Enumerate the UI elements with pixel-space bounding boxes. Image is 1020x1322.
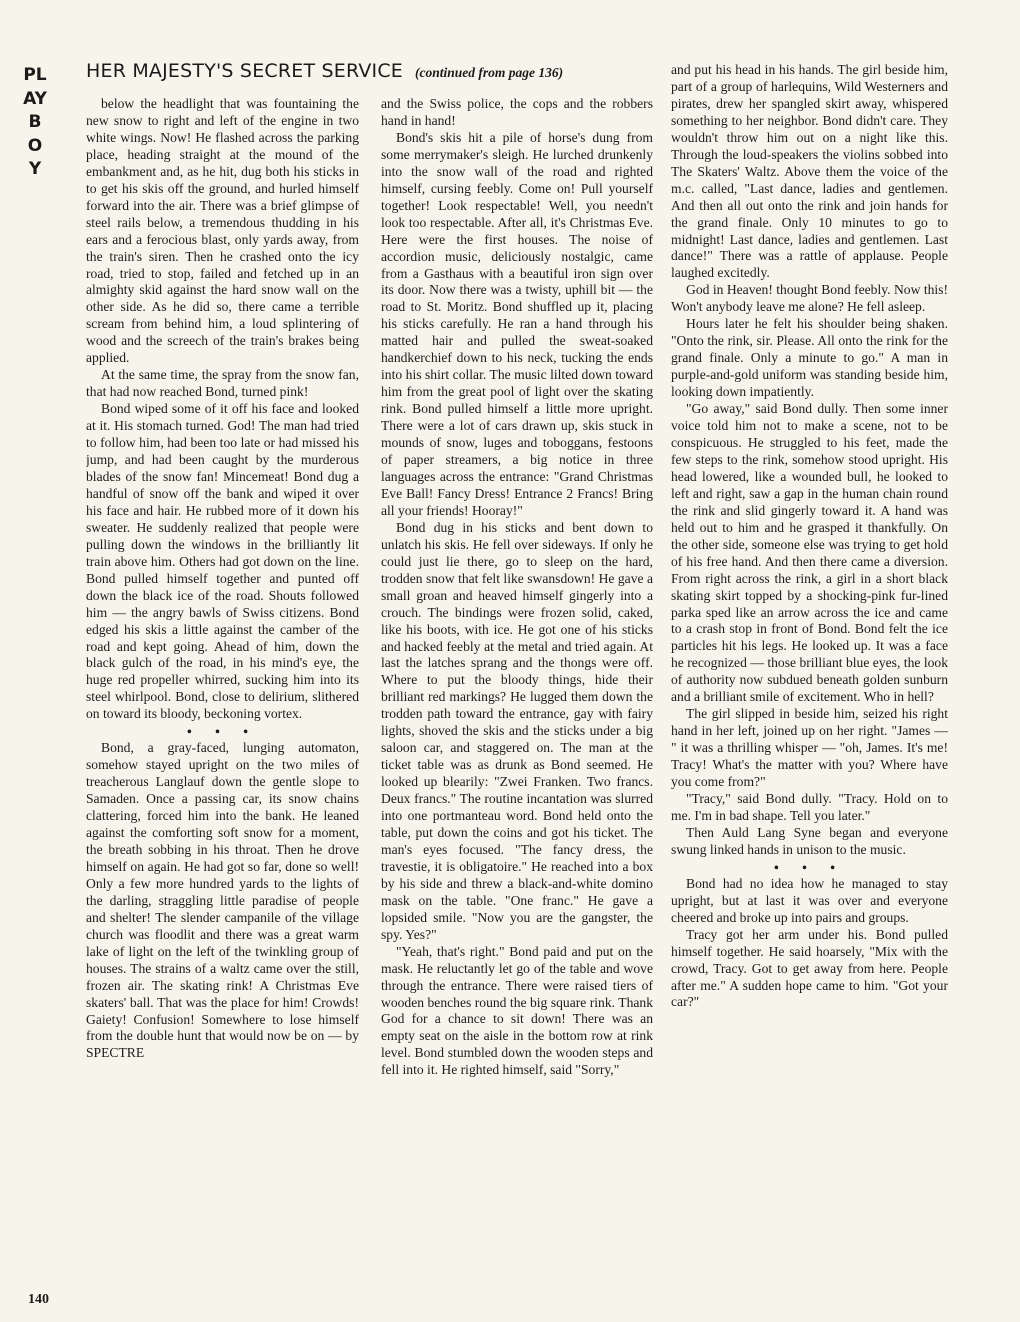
paragraph: Bond wiped some of it off his face and looked at it. His stomach turned. God! The man had tried to follow him, had been too late or had missed his jump, and had been caught by the murderous blades of the snow fan! Mincemeat! Bond dug a handful of snow off the bank and wiped it over his face and hair. He rubbed more of it down his sweater. He suddenly realized that people were pulling down the windows in the brilliantly lit train above him. Others had got down on the line. Bond pulled himself together and punted off down the black ice of the road. Shouts followed him — the angry bawls of Swiss citizens. Bond edged his skis a little against the camber of the road and kept going. Ahead of him, down the black gulch of the road, in his mind's eye, the huge red propeller whirred, sucking him into its steel whirlpool. Bond, close to delirium, slithered on toward its bloody, beckoning vortex. bbox=[86, 401, 359, 722]
paragraph: At the same time, the spray from the snow fan, that had now reached Bond, turned pink! bbox=[86, 367, 359, 400]
paragraph: Bond had no idea how he managed to stay upright, but at last it was over and everyone cheered and broke up into pairs and groups. bbox=[671, 875, 948, 925]
paragraph: The girl slipped in beside him, seized his right hand in her left, joined up on her right. "James — " it was a thrilling whisper — "oh, James. It's me! Tracy! What's the matter with you? Where have you come from?" bbox=[671, 706, 948, 790]
section-separator: • • • bbox=[773, 859, 846, 875]
article-title: HER MAJESTY'S SECRET SERVICE bbox=[86, 60, 404, 82]
page-number: 140 bbox=[28, 1292, 49, 1307]
paragraph: and put his head in his hands. The girl beside him, part of a group of harlequins, Wild Westerners and pirates, drew her spangled skirt away, whispered something to her neighbor. Bond didn't care. They wouldn't throw him out on a night like this. Through the loud-speakers the violins sobbed into The Skaters' Waltz. Above them the voice of the m.c. called, "Last dance, ladies and gentlemen. And then all out onto the rink and join hands for the grand finale. Only 10 minutes to go to midnight! Last dance, ladies and gentlemen. Last dance!" There was a rattle of applause. People laughed excitedly. bbox=[671, 62, 948, 281]
magazine-name: PLAYBOY bbox=[23, 65, 47, 179]
paragraph: Tracy got her arm under his. Bond pulled himself together. He said hoarsely, "Mix with the crowd, Tracy. Got to get away from here. People after me." A sudden hope came to him. "Got your car?" bbox=[671, 926, 948, 1010]
paragraph: Bond, a gray-faced, lunging automaton, somehow stayed upright on the two miles of treacherous Langlauf down the gentle slope to Samaden. Once a passing car, its snow chains clattering, forced him into the bank. He leaned against the comforting soft snow for a moment, the breath sobbing in his throat. Then he drove himself on again. He had got so far, done so well! Only a few more hundred yards to the lights of the darling, straggling little paradise of people and shelter! The slender campanile of the village church was floodlit and there was a great warm lake of light on the left of the twinkling group of houses. The strains of a waltz came over the still, frozen air. The skating rink! A Christmas Eve skaters' ball. That was the place for him! Crowds! Gaiety! Confusion! Somewhere to lose himself from the double hunt that would now be on — by SPECTRE bbox=[86, 740, 359, 1061]
paragraph: Hours later he felt his shoulder being shaken. "Onto the rink, sir. Please. All onto the rink for the grand finale. Only a minute to go." A man in purple-and-gold uniform was standing beside him, looking down impatiently. bbox=[671, 316, 948, 400]
text-column-2 bbox=[381, 96, 653, 1322]
paragraph: "Tracy," said Bond dully. "Tracy. Hold on to me. I'm in bad shape. Tell you later." bbox=[671, 790, 948, 823]
paragraph: God in Heaven! thought Bond feebly. Now this! Won't anybody leave me alone? He fell asleep. bbox=[671, 282, 948, 315]
paragraph: Bond's skis hit a pile of horse's dung from some merrymaker's sleigh. He lurched drunkenly into the snow wall of the road and righted himself, cursing feebly. Come on! Pull yourself together! Look respectable! Well, you needn't look too respectable. After all, it's Christmas Eve. Here were the first houses. The noise of accordion music, deliciously nostalgic, came from a Gasthaus with a beautiful iron sign over its door. Now there was a twisty, uphill bit — the road to St. Moritz. Bond shuffled up it, placing his sticks carefully. He ran a hand through his matted hair and pulled the sweat-soaked handkerchief down to his neck, tucking the ends into his shirt collar. The music lilted down toward him from the great pool of light over the skating rink. Bond pulled himself a little more upright. There were a lot of cars drawn up, skis stuck in mounds of snow, luges and toboggans, festoons of paper streamers, a big notice in three languages across the entrance: "Grand Christmas Eve Ball! Fancy Dress! Entrance 2 Francs! Bring all your friends! Hooray!" bbox=[381, 129, 653, 518]
continued-note: (continued from page 136) bbox=[415, 65, 564, 80]
section-separator: • • • bbox=[186, 724, 259, 740]
paragraph: and the Swiss police, the cops and the robbers hand in hand! bbox=[381, 96, 653, 128]
paragraph: Then Auld Lang Syne began and everyone swung linked hands in unison to the music. bbox=[671, 824, 948, 857]
article-header bbox=[86, 60, 666, 90]
paragraph: Bond dug in his sticks and bent down to unlatch his skis. He fell over sideways. If only he could just lie there, go to sleep on the hard, trodden snow that felt like swansdown! He gave a small groan and heaved himself gingerly into a crouch. The bindings were frozen solid, caked, like his boots, with ice. He got one of his sticks and hacked feebly at the metal and tried again. At last the latches sprang and the thongs were off. Where to put the bloody things, hide their brilliant red markings? He lugged them down the trodden path toward the entrance, gay with fairy lights, shoved the skis and the sticks under a big saloon car, and staggered on. The man at the ticket table was as drunk as Bond seemed. He looked up blearily: "Zwei Franken. Two francs. Deux francs." The routine incantation was slurred into one portmanteau word. Bond held onto the table, put down the coins and got his ticket. The man's eyes focused. "The fancy dress, the travestie, it is obligatoire." He reached into a box by his side and threw a black-and-white domino mask on the table. "One franc." He gave a lopsided smile. "Now you are the gangster, the spy. Yes?" bbox=[381, 519, 653, 942]
text-column-3 bbox=[671, 62, 948, 1322]
paragraph: "Go away," said Bond dully. Then some inner voice told him not to make a scene, not to be conspicuous. He struggled to his feet, made the few steps to the rink, somehow stood upright. His head lowered, like a wounded bull, he looked to left and right, saw a gap in the human chain round the rink and slid gingerly toward it. A hand was held out to him and he grasped it thankfully. On the other side, someone else was trying to get hold of his free hand. And then there came a diversion. From right across the rink, a girl in a short black skating skirt topped by a shocking-pink fur-lined parka sped like an arrow across the ice and came to a crash stop in front of Bond. Bond felt the ice particles hit his legs. He looked up. It was a face he recognized — those brilliant blue eyes, the look of authority now subdued beneath golden sunburn and a brilliant smile of excitement. Who in hell? bbox=[671, 401, 948, 705]
paragraph: below the headlight that was fountaining the new snow to right and left of the engine in two white wings. Now! He flashed across the parking place, heading straight at the mound of the embankment and, as he hit, dug both his sticks in to get his skis off the ground, and hurled himself forward into the air. There was a brief glimpse of steel rails below, a tremendous thudding in his ears and a ferocious blast, only yards away, from the train's siren. Then he crashed onto the icy road, tried to stop, failed and fetched up in an almighty skid against the hard snow wall on the other side. As he did so, there came a terrible scream from behind him, a loud splintering of wood and the screech of the train's brakes being applied. bbox=[86, 96, 359, 366]
text-column-1 bbox=[86, 96, 359, 1322]
paragraph: "Yeah, that's right." Bond paid and put on the mask. He reluctantly let go of the table and wove through the entrance. There were raised tiers of wooden benches round the big square rink. Thank God for a chance to sit down! There was an empty seat on the aisle in the bottom row at rink level. Bond stumbled down the wooden steps and fell into it. He righted himself, said "Sorry," bbox=[381, 943, 653, 1078]
